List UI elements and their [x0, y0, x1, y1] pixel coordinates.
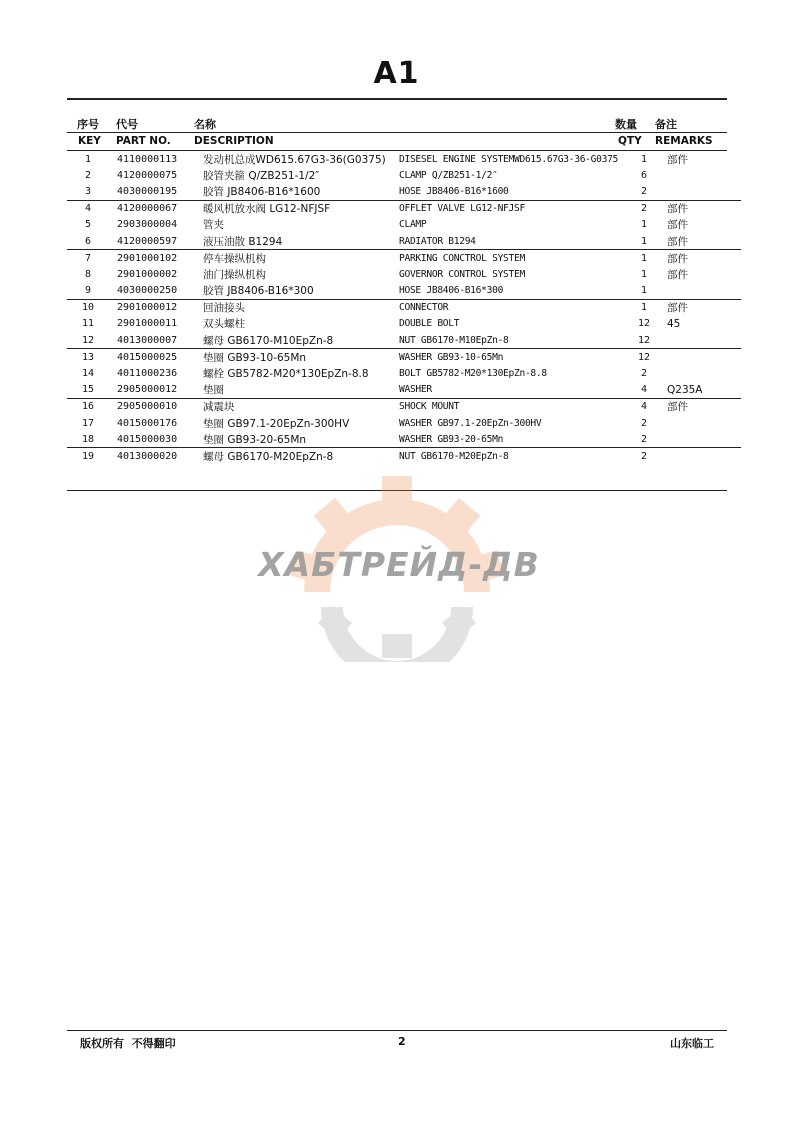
row-quantity: 4	[627, 398, 661, 415]
row-remarks	[661, 167, 741, 183]
row-quantity: 2	[640, 433, 648, 445]
row-key: 9	[84, 285, 92, 297]
row-description-cn: 螺母 GB6170-M20EpZn-8	[203, 448, 399, 465]
footer-page-number: 2	[398, 1035, 406, 1048]
row-quantity: 1	[640, 285, 648, 297]
header-desc-en: DESCRIPTION	[194, 135, 274, 147]
row-key: 4	[67, 200, 109, 217]
row-description-cn: 管夹	[203, 219, 224, 232]
table-row	[67, 151, 741, 167]
row-remarks	[661, 283, 741, 300]
row-description-cn: 停车操纵机构	[203, 250, 399, 267]
row-part-number: 4013000020	[109, 448, 203, 465]
row-remarks: 45	[667, 317, 681, 330]
row-part-number: 2905000010	[109, 398, 203, 415]
row-description-cn: 双头螺柱	[203, 318, 245, 331]
header-part-cn: 代号	[116, 118, 138, 131]
row-quantity: 2	[627, 200, 661, 217]
row-key: 17	[81, 417, 95, 429]
row-description-cn: 胶管夹箍 Q/ZB251-1/2″	[203, 169, 320, 182]
row-part-number: 2905000012	[117, 384, 178, 396]
top-rule	[67, 98, 727, 100]
row-key: 6	[84, 235, 92, 247]
row-quantity: 1	[627, 299, 661, 316]
parts-table-body	[67, 151, 741, 465]
table-row	[67, 283, 741, 300]
row-key: 15	[81, 384, 95, 396]
table-row	[67, 332, 741, 349]
row-quantity: 12	[627, 349, 661, 366]
header-qty-cn: 数量	[615, 118, 637, 131]
row-description-cn: 发动机总成WD615.67G3-36(G0375)	[203, 153, 386, 166]
row-remarks: 部件	[661, 299, 741, 316]
row-quantity: 2	[640, 368, 648, 380]
row-quantity: 2	[627, 448, 661, 465]
row-quantity: 1	[627, 250, 661, 267]
row-key: 2	[84, 169, 92, 181]
row-remarks: 部件	[661, 398, 741, 415]
row-part-number: 4015000030	[117, 433, 178, 445]
table-row	[67, 398, 741, 415]
row-quantity: 1	[640, 219, 648, 231]
row-description-en: NUT GB6170-M20EpZn-8	[399, 448, 627, 465]
row-key: 1	[84, 153, 92, 165]
row-part-number: 2903000004	[117, 219, 178, 231]
row-description-en: GOVERNOR CONTROL SYSTEM	[399, 268, 525, 280]
row-key: 7	[67, 250, 109, 267]
row-part-number: 2901000011	[117, 318, 178, 330]
row-key: 14	[81, 368, 95, 380]
table-row	[67, 217, 741, 233]
table-row	[67, 382, 741, 399]
row-remarks	[661, 431, 741, 448]
row-part-number: 4015000025	[109, 349, 203, 366]
table-row	[67, 233, 741, 250]
header-remarks-cn: 备注	[655, 118, 677, 131]
row-key: 8	[84, 268, 92, 280]
row-part-number: 4030000195	[117, 185, 178, 197]
row-remarks	[661, 415, 741, 431]
header-key-en: KEY	[78, 135, 101, 147]
table-row	[67, 349, 741, 366]
row-quantity: 12	[637, 334, 651, 346]
row-quantity: 1	[640, 235, 648, 247]
row-remarks	[661, 332, 741, 349]
footer-company: 山东临工	[670, 1037, 714, 1050]
footer-rule	[67, 1030, 727, 1031]
header-remarks-en: REMARKS	[655, 135, 713, 147]
row-part-number: 4011000236	[117, 368, 178, 380]
table-row	[67, 183, 741, 200]
row-quantity: 1	[640, 153, 648, 165]
row-remarks: 部件	[667, 219, 688, 232]
row-description-en: PARKING CONCTROL SYSTEM	[399, 250, 627, 267]
row-part-number: 4110000113	[117, 153, 178, 165]
header-part-en: PART NO.	[116, 135, 171, 147]
row-key: 16	[67, 398, 109, 415]
header-desc-cn: 名称	[194, 118, 216, 131]
row-description-en: BOLT GB5782-M20*130EpZn-8.8	[399, 368, 547, 380]
row-part-number: 4120000067	[109, 200, 203, 217]
row-remarks: 部件	[667, 153, 688, 166]
row-description-cn: 螺母 GB6170-M10EpZn-8	[203, 334, 334, 347]
table-row	[67, 266, 741, 282]
row-description-en: CONNECTOR	[399, 299, 627, 316]
row-description-cn: 垫圈 GB93-20-65Mn	[203, 433, 307, 446]
row-remarks: Q235A	[667, 383, 703, 396]
row-key: 10	[67, 299, 109, 316]
row-part-number: 2901000002	[117, 268, 178, 280]
row-description-cn: 胶管 JB8406-B16*300	[203, 285, 314, 298]
row-description-cn: 液压油散 B1294	[203, 235, 283, 248]
row-part-number: 4120000075	[117, 169, 178, 181]
row-description-cn: 油门操纵机构	[203, 268, 266, 281]
row-description-cn: 螺栓 GB5782-M20*130EpZn-8.8	[203, 368, 369, 381]
row-description-en: DISESEL ENGINE SYSTEMWD615.67G3-36-G0375	[399, 153, 619, 165]
row-remarks: 部件	[661, 200, 741, 217]
row-description-cn: 暖风机放水阀 LG12-NFJSF	[203, 200, 399, 217]
header-qty-en: QTY	[618, 135, 642, 147]
row-remarks	[661, 365, 741, 381]
header-divider	[67, 132, 727, 133]
row-key: 11	[81, 318, 95, 330]
row-remarks: 部件	[667, 235, 688, 248]
row-part-number: 2901000012	[109, 299, 203, 316]
row-description-cn: 垫圈	[203, 384, 224, 397]
table-row	[67, 415, 741, 431]
row-description-en: WASHER GB93-20-65Mn	[399, 433, 504, 445]
table-row	[67, 250, 741, 267]
table-row	[67, 365, 741, 381]
row-description-en: CLAMP	[399, 219, 427, 231]
table-row	[67, 167, 741, 183]
row-quantity: 12	[637, 318, 651, 330]
row-remarks: 部件	[661, 250, 741, 267]
row-key: 19	[67, 448, 109, 465]
row-description-en: DOUBLE BOLT	[399, 318, 460, 330]
row-part-number: 4120000597	[117, 235, 178, 247]
row-quantity: 6	[640, 169, 648, 181]
row-part-number: 4013000007	[117, 334, 178, 346]
row-description-en: SHOCK MOUNT	[399, 398, 627, 415]
table-row	[67, 299, 741, 316]
row-description-en: WASHER	[399, 384, 432, 396]
row-remarks: 部件	[667, 268, 688, 281]
row-part-number: 4030000250	[117, 285, 178, 297]
row-key: 18	[81, 433, 95, 445]
row-description-cn: 胶管 JB8406-B16*1600	[203, 185, 321, 198]
row-key: 5	[84, 219, 92, 231]
footer-copyright: 版权所有 不得翻印	[80, 1037, 176, 1050]
row-description-en: RADIATOR B1294	[399, 235, 476, 247]
row-description-en: OFFLET VALVE LG12-NFJSF	[399, 200, 627, 217]
table-row	[67, 316, 741, 332]
table-row	[67, 200, 741, 217]
row-remarks	[661, 349, 741, 366]
row-description-cn: 减震块	[203, 398, 399, 415]
row-key: 13	[67, 349, 109, 366]
table-row	[67, 431, 741, 448]
row-remarks	[661, 183, 741, 200]
row-quantity: 1	[640, 268, 648, 280]
row-key: 12	[81, 334, 95, 346]
row-quantity: 2	[640, 185, 648, 197]
row-description-en: NUT GB6170-M10EpZn-8	[399, 334, 509, 346]
row-description-en: CLAMP Q/ZB251-1/2″	[399, 169, 498, 181]
watermark-text: ХАБТРЕЙД-ДВ	[258, 545, 540, 584]
row-part-number: 2901000102	[109, 250, 203, 267]
row-quantity: 2	[640, 417, 648, 429]
row-description-en: HOSE JB8406-B16*300	[399, 285, 504, 297]
row-description-en: WASHER GB97.1-20EpZn-300HV	[399, 417, 542, 429]
row-description-cn: 垫圈 GB93-10-65Mn	[203, 349, 399, 366]
row-description-cn: 回油接头	[203, 299, 399, 316]
row-key: 3	[84, 185, 92, 197]
page-title: A1	[373, 56, 420, 91]
row-description-en: HOSE JB8406-B16*1600	[399, 185, 509, 197]
row-description-cn: 垫圈 GB97.1-20EpZn-300HV	[203, 417, 350, 430]
row-quantity: 4	[640, 384, 648, 396]
parts-table	[67, 151, 741, 465]
row-remarks	[661, 448, 741, 465]
row-description-en: WASHER GB93-10-65Mn	[399, 349, 627, 366]
row-part-number: 4015000176	[117, 417, 178, 429]
header-key-cn: 序号	[77, 118, 99, 131]
